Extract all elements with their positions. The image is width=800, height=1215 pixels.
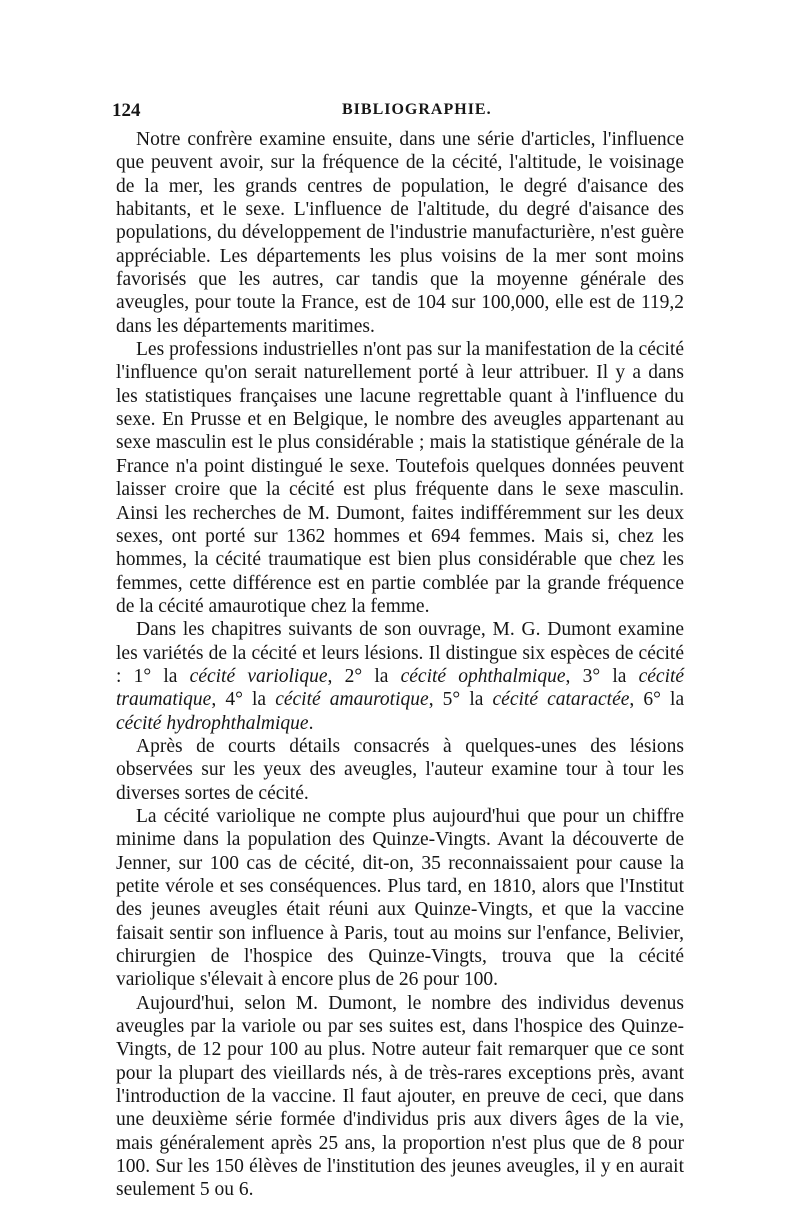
paragraph-varieties (116, 618, 684, 735)
varieties-intro: Dans les chapitres suivants de son ouvrage, M. G. Dumont examine les variétés de la cécité et leurs lésions. Il distingue six espèces de cécité : (116, 619, 684, 687)
page-number: 124 (112, 100, 141, 121)
paragraph-2: Les professions industrielles n'ont pas sur la manifestation de la cécité l'influence qu'on serait naturellement porté à leur attribuer. Il y a dans les statistiques françaises une lacune regrettable quant à l'influence du sexe. En Prusse et en Belgique, le nombre des aveugles appartenant au sexe masculin est le plus considérable ; mais la statistique générale de la France n'a point distingué le sexe. Toutefois quelques données peuvent laisser croire que la cécité est plus fréquente dans le sexe masculin. Ainsi les recherches de M. Dumont, faites indifféremment sur les deux sexes, ont porté sur 1362 hommes et 694 femmes. Mais si, chez les hommes, la cécité traumatique est bien plus considérable que chez les femmes, cette différence est en partie comblée par la grande fréquence de la cécité amaurotique chez la femme. (116, 339, 684, 617)
variety-term: cécité ophthalmique (400, 665, 566, 687)
variety-term: cécité cataractée (492, 689, 630, 711)
running-header (112, 100, 690, 130)
variety-term: cécité amaurotique (275, 689, 429, 711)
variety-item: 3° la cécité traumatique, (116, 665, 685, 711)
paragraph-4: La cécité variolique ne compte plus aujourd'hui que pour un chiffre minime dans la population des Quinze-Vingts. Avant la découverte de Jenner, sur 100 cas de cécité, dit-on, 35 reconnaissaient pour cause la petite vérole et ses conséquences. Plus tard, en 1810, alors que l'Institut des jeunes aveugles était réuni aux Quinze-Vingts, et que la vaccine faisait sentir son influence à Paris, tout au moins sur l'enfance, Belivier, chirurgien de l'hospice des Quinze-Vingts, trouva que la cécité variolique s'élevait à encore plus de 26 pour 100. (116, 805, 684, 991)
variety-term: cécité variolique (189, 665, 328, 687)
variety-item: 5° la cécité cataractée, (442, 689, 635, 711)
variety-item: 2° la cécité ophthalmique, (344, 665, 571, 687)
paragraph-1: Notre confrère examine ensuite, dans une série d'articles, l'influence que peuvent avoir, sur la fréquence de la cécité, l'altitude, le voisinage de la mer, les grands centres de population, le degré d'aisance des habitants, et le sexe. L'influence de l'altitude, du degré d'aisance des populations, du développement de l'industrie manufacturière, n'est guère appréciable. Les départements les plus voisins de la mer sont moins favorisés que les autres, car tandis que la moyenne générale des aveugles, pour toute la France, est de 104 sur 100,000, elle est de 119,2 dans les départements maritimes. (116, 129, 684, 337)
variety-term: cécité traumatique (116, 665, 685, 711)
body-text (116, 128, 684, 1202)
paragraph-5: Aujourd'hui, selon M. Dumont, le nombre des individus devenus aveugles par la variole ou par ses suites est, dans l'hospice des Quinze-Vingts, de 12 pour 100 au plus. Notre auteur fait remarquer que ce sont pour la plupart des vieillards nés, à de très-rares exceptions près, avant l'introduction de la vaccine. Il faut ajouter, en preuve de ceci, que dans une deuxième série formée d'individus pris aux divers âges de la vie, mais généralement après 25 ans, la proportion n'est plus que de 8 pour 100. Sur les 150 élèves de l'institution des jeunes aveugles, il y en aurait seulement 5 ou 6. (116, 992, 684, 1201)
variety-item: 4° la cécité amaurotique, (225, 689, 434, 711)
variety-term: cécité hydrophthalmique (116, 712, 309, 734)
variety-item: 6° la cécité hydrophthalmique. (116, 689, 685, 734)
running-title: BIBLIOGRAPHIE. (342, 101, 492, 118)
variety-item: 1° la cécité variolique, (133, 665, 333, 687)
paragraph-3: Après de courts détails consacrés à quelques-unes des lésions observées sur les yeux des aveugles, l'auteur examine tour à tour les diverses sortes de cécité. (116, 735, 684, 804)
